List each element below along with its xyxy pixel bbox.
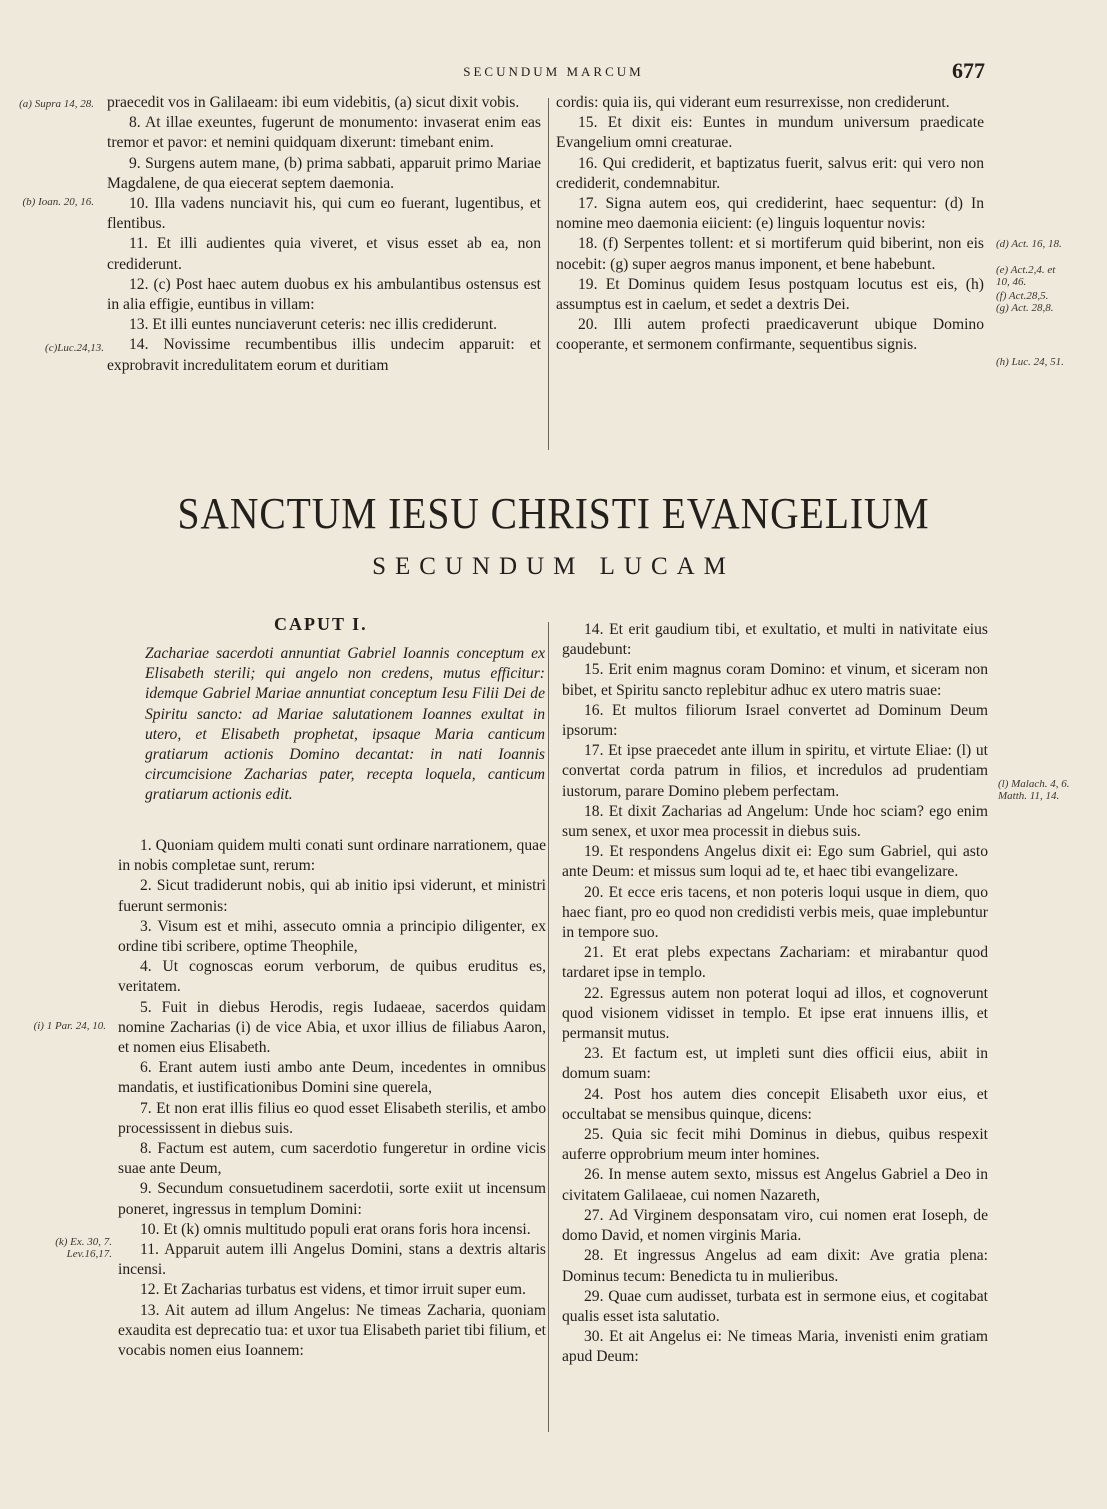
verse: 6. Erant autem iusti ambo ante Deum, incedentes in omnibus mandatis, et iustificationibus Domini sine querela, [118, 1059, 546, 1097]
marcum-right-column [556, 93, 984, 356]
verse: 8. At illae exeuntes, fugerunt de monumento: invaserat enim eas tremor et pavor: et nemini quidquam dixerunt: timebant enim. [107, 114, 541, 152]
verse: 29. Quae cum audisset, turbata est in sermone eius, et cogitabat qualis esset ista salutatio. [562, 1287, 988, 1325]
verse: 9. Secundum consuetudinem sacerdotii, sorte exiit ut incensum poneret, ingressus in templum Domini: [118, 1180, 546, 1218]
verse: 11. Et illi audientes quia viveret, et visus esset ab ea, non crediderunt. [107, 235, 541, 273]
verse: 9. Surgens autem mane, (b) prima sabbati, apparuit primo Mariae Magdalene, de qua eiecerat septem daemonia. [107, 154, 541, 192]
chapter-summary [145, 644, 545, 806]
note-g: (g) Act. 28,8. [996, 302, 1054, 314]
verse: 7. Et non erat illis filius eo quod esset Elisabeth sterilis, et ambo processissent in diebus suis. [118, 1099, 546, 1137]
verse: 22. Egressus autem non poterat loqui ad illos, et cognoverunt quod visionem vidisset in templo. Et ipse erat innuens illis, et permansit mutus. [562, 984, 988, 1043]
verse: 15. Et dixit eis: Euntes in mundum universum praedicate Evangelium omni creaturae. [556, 114, 984, 152]
verse: 27. Ad Virginem desponsatam viro, cui nomen erat Ioseph, de domo David, et nomen virginis Maria. [562, 1206, 988, 1245]
verse: 12. (c) Post haec autem duobus ex his ambulantibus ostensus est in alia effigie, euntibus in villam: [107, 275, 541, 314]
note-a: (a) Supra 14, 28. [19, 98, 94, 110]
verse: 19. Et respondens Angelus dixit ei: Ego sum Gabriel, qui asto ante Deum: et missus sum loqui ad te, et haec tibi evangelizare. [562, 843, 988, 881]
note-f: (f) Act.28,5. [996, 290, 1049, 302]
verse: 18. (f) Serpentes tollent: et si mortiferum quid biberint, non eis nocebit: (g) super aegros manus imponent, et bene habebunt. [556, 235, 984, 273]
running-head: SECUNDUM MARCUM [463, 64, 644, 79]
verse: 10. Et (k) omnis multitudo populi erat orans foris hora incensi. [140, 1220, 531, 1238]
note-d: (d) Act. 16, 18. [996, 238, 1062, 250]
verse: 8. Factum est autem, cum sacerdotio fungeretur in ordine vicis suae ante Deum, [118, 1140, 546, 1178]
chapter-summary-text: Zachariae sacerdoti annuntiat Gabriel Ioannis conceptum ex Elisabeth sterili; qui angelo non credens, mutus efficitur: idemque Gabriel Mariae annuntiat conceptum Iesu Filii Dei de Spiritu sancto: ad Mariae salutationem Ioannes exultat in utero, et Elisabeth prophetat, ipsaque Maria canticum gratiarum actionis Domino decantat: in nati Ioannis circumcisione Zacharias pater, recepta loquela, canticum gratiarum actionis edit. [145, 645, 545, 804]
verse: 11. Apparuit autem illi Angelus Domini, stans a dextris altaris incensi. [118, 1241, 546, 1279]
verse: 30. Et ait Angelus ei: Ne timeas Maria, invenisti enim gratiam apud Deum: [562, 1328, 988, 1366]
note-b: (b) Ioan. 20, 16. [22, 196, 94, 208]
verse: 21. Et erat plebs expectans Zachariam: et mirabantur quod tardaret ipse in templo. [562, 944, 988, 982]
column-divider [548, 98, 549, 450]
verse: 19. Et Dominus quidem Iesus postquam locutus est eis, (h) assumptus est in caelum, et sedet a dextris Dei. [556, 275, 984, 314]
note-k: (k) Ex. 30, 7. Lev.16,17. [55, 1236, 112, 1260]
verse: 4. Ut cognoscas eorum verborum, de quibus eruditus es, veritatem. [118, 958, 546, 996]
chapter-heading: CAPUT I. [274, 614, 368, 634]
verse: 5. Fuit in diebus Herodis, regis Iudaeae, sacerdos quidam nomine Zacharias (i) de vice Abia, et uxor illius de filiabus Aaron, et nomen eius Elisabeth. [118, 998, 546, 1057]
verse: 24. Post hos autem dies concepit Elisabeth uxor eius, et occultabat se mensibus quinque, dicens: [562, 1085, 988, 1123]
verse: 17. Et ipse praecedet ante illum in spiritu, et virtute Eliae: (l) ut convertat corda patrum in filios, et incredulos ad prudentiam iustorum, parare Domino plebem perfectam. [562, 742, 988, 800]
note-i: (i) 1 Par. 24, 10. [33, 1020, 106, 1032]
page-number: 677 [952, 58, 985, 83]
verse: 16. Qui crediderit, et baptizatus fuerit, salvus erit: qui vero non crediderit, condemnabitur. [556, 154, 984, 192]
lucam-right-column [562, 620, 988, 1368]
verse: 28. Et ingressus Angelus ad eam dixit: Ave gratia plena: Dominus tecum: Benedicta tu in mulieribus. [562, 1247, 988, 1285]
verse: 15. Erit enim magnus coram Domino: et vinum, et siceram non bibet, et Spiritu sancto replebitur adhuc ex utero matris suae: [562, 661, 988, 699]
column-divider [548, 622, 549, 1432]
verse: 3. Visum est et mihi, assecuto omnia a principio diligenter, ex ordine tibi scribere, optime Theophile, [118, 917, 546, 956]
verse: 10. Illa vadens nunciavit his, qui cum eo fuerant, lugentibus, et flentibus. [107, 195, 541, 233]
verse: 25. Quia sic fecit mihi Dominus in diebus, quibus respexit auferre opprobrium meum inter homines. [562, 1126, 988, 1164]
verse: 16. Et multos filiorum Israel convertet ad Dominum Deum ipsorum: [562, 701, 988, 740]
note-l: (l) Malach. 4, 6. Matth. 11, 14. [998, 778, 1070, 802]
continued-verse: cordis: quia iis, qui viderant eum resurrexisse, non crediderunt. [556, 94, 950, 111]
verse: 18. Et dixit Zacharias ad Angelum: Unde hoc sciam? ego enim sum senex, et uxor mea processit in diebus suis. [562, 802, 988, 841]
verse: 2. Sicut tradiderunt nobis, qui ab initio ipsi viderunt, et ministri fuerunt sermonis: [118, 877, 546, 915]
marcum-left-column [107, 93, 541, 376]
note-e: (e) Act.2,4. et 10, 46. [996, 264, 1056, 288]
verse: 17. Signa autem eos, qui crediderint, haec sequentur: (d) In nomine meo daemonia eiicient: (e) linguis loquentur novis: [556, 195, 984, 233]
verse: 20. Et ecce eris tacens, et non poteris loqui usque in diem, quo haec fiant, pro eo quod non credidisti verbis meis, quae implebuntur in tempore suo. [562, 883, 988, 942]
lucam-left-column [118, 836, 546, 1361]
continued-verse: praecedit vos in Galilaeam: ibi eum videbitis, (a) sicut dixit vobis. [107, 94, 520, 111]
gospel-subtitle: SECUNDUM LUCAM [372, 553, 735, 580]
note-c: (c)Luc.24,13. [45, 342, 104, 354]
verse: 14. Et erit gaudium tibi, et exultatio, et multi in nativitate eius gaudebunt: [562, 621, 988, 659]
verse: 13. Et illi euntes nunciaverunt ceteris: nec illis crediderunt. [129, 316, 498, 334]
verse: 1. Quoniam quidem multi conati sunt ordinare narrationem, quae in nobis completae sunt, rerum: [118, 837, 546, 875]
gospel-title: SANCTUM IESU CHRISTI EVANGELIUM [177, 489, 930, 538]
verse: 20. Illi autem profecti praedicaverunt ubique Domino cooperante, et sermonem confirmante, sequentibus signis. [556, 316, 984, 354]
verse: 13. Ait autem ad illum Angelus: Ne timeas Zacharia, quoniam exaudita est deprecatio tua: et uxor tua Elisabeth pariet tibi filium, et vocabis nomen eius Ioannem: [118, 1301, 546, 1360]
verse: 23. Et factum est, ut impleti sunt dies officii eius, abiit in domum suam: [562, 1045, 988, 1083]
verse: 14. Novissime recumbentibus illis undecim apparuit: et exprobravit incredulitatem eorum et duritiam [107, 336, 541, 374]
verse: 26. In mense autem sexto, missus est Angelus Gabriel a Deo in civitatem Galilaeae, cui nomen Nazareth, [562, 1166, 988, 1204]
note-h: (h) Luc. 24, 51. [996, 356, 1064, 368]
verse: 12. Et Zacharias turbatus est videns, et timor irruit super eum. [140, 1281, 526, 1299]
